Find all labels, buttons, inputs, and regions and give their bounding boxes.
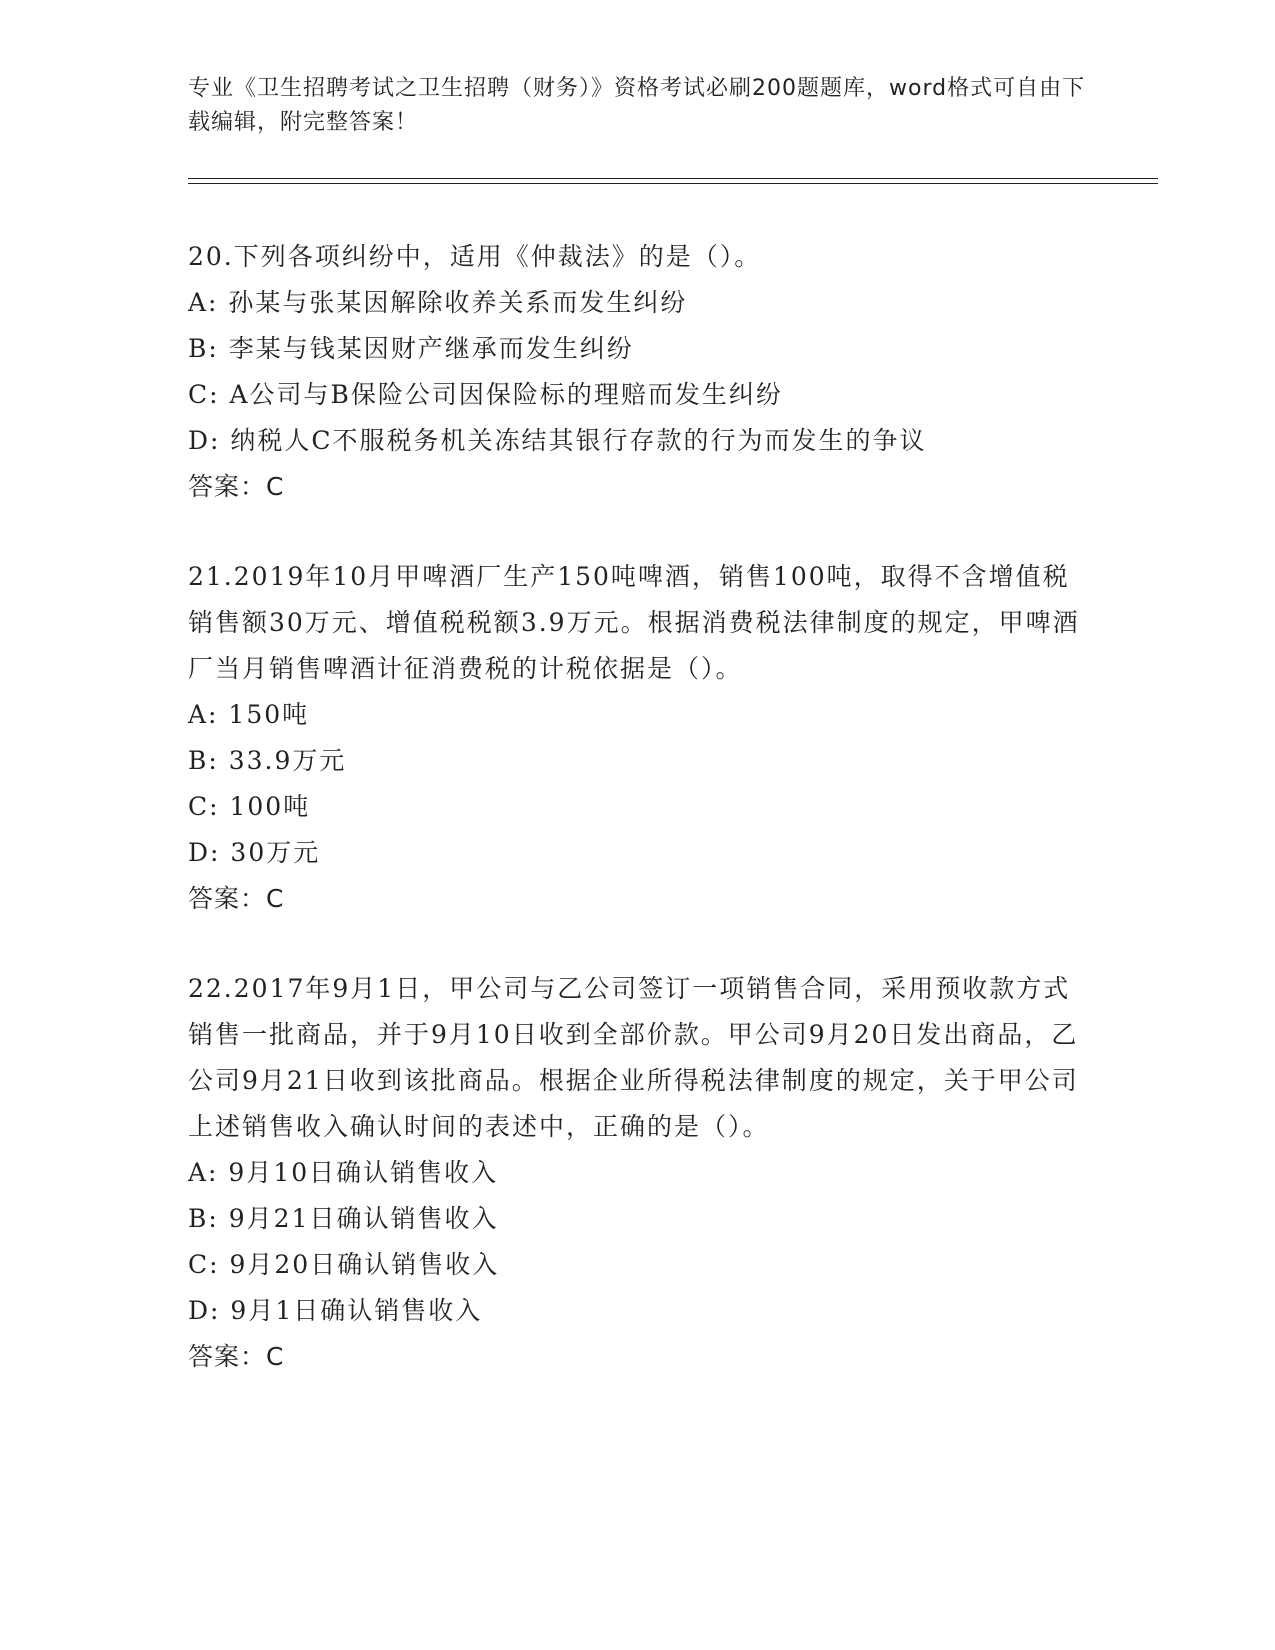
option-d: D: 纳税人C不服税务机关冻结其银行存款的行为而发生的争议 [188,426,927,455]
question-20 [188,234,1088,510]
option-c: C: 9月20日确认销售收入 [188,1250,500,1279]
question-stem: 20.下列各项纠纷中，适用《仲裁法》的是（）。 [188,242,762,271]
question-stem: 22.2017年9月1日，甲公司与乙公司签订一项销售合同，采用预收款方式销售一批商品，并于9月10日收到全部价款。甲公司9月20日发出商品，乙公司9月21日收到该批商品。根据企业所得税法律制度的规定，关于甲公司上述销售收入确认时间的表述中，正确的是（）。 [188,974,1079,1141]
answer: 答案：C [188,884,285,913]
answer: 答案：C [188,1342,285,1371]
option-b: B: 33.9万元 [188,746,347,775]
question-stem: 21.2019年10月甲啤酒厂生产150吨啤酒，销售100吨，取得不含增值税销售额30万元、增值税税额3.9万元。根据消费税法律制度的规定，甲啤酒厂当月销售啤酒计征消费税的计税依据是（）。 [188,562,1080,683]
header-divider-top [188,178,1158,179]
option-b: B: 9月21日确认销售收入 [188,1204,499,1233]
option-c: C: 100吨 [188,792,311,821]
option-d: D: 30万元 [188,838,321,867]
option-a: A: 150吨 [188,700,310,729]
option-a: A: 孙某与张某因解除收养关系而发生纠纷 [188,288,688,317]
option-d: D: 9月1日确认销售收入 [188,1296,483,1325]
document-header: 专业《卫生招聘考试之卫生招聘（财务）》资格考试必刷200题题库，word格式可自由下载编辑，附完整答案！ [188,76,1086,135]
answer: 答案：C [188,472,285,501]
option-a: A: 9月10日确认销售收入 [188,1158,499,1187]
option-c: C: A公司与B保险公司因保险标的理赔而发生纠纷 [188,380,783,409]
option-b: B: 李某与钱某因财产继承而发生纠纷 [188,334,634,363]
question-22 [188,966,1088,1380]
question-21 [188,554,1088,922]
header-divider-bottom [188,183,1158,184]
